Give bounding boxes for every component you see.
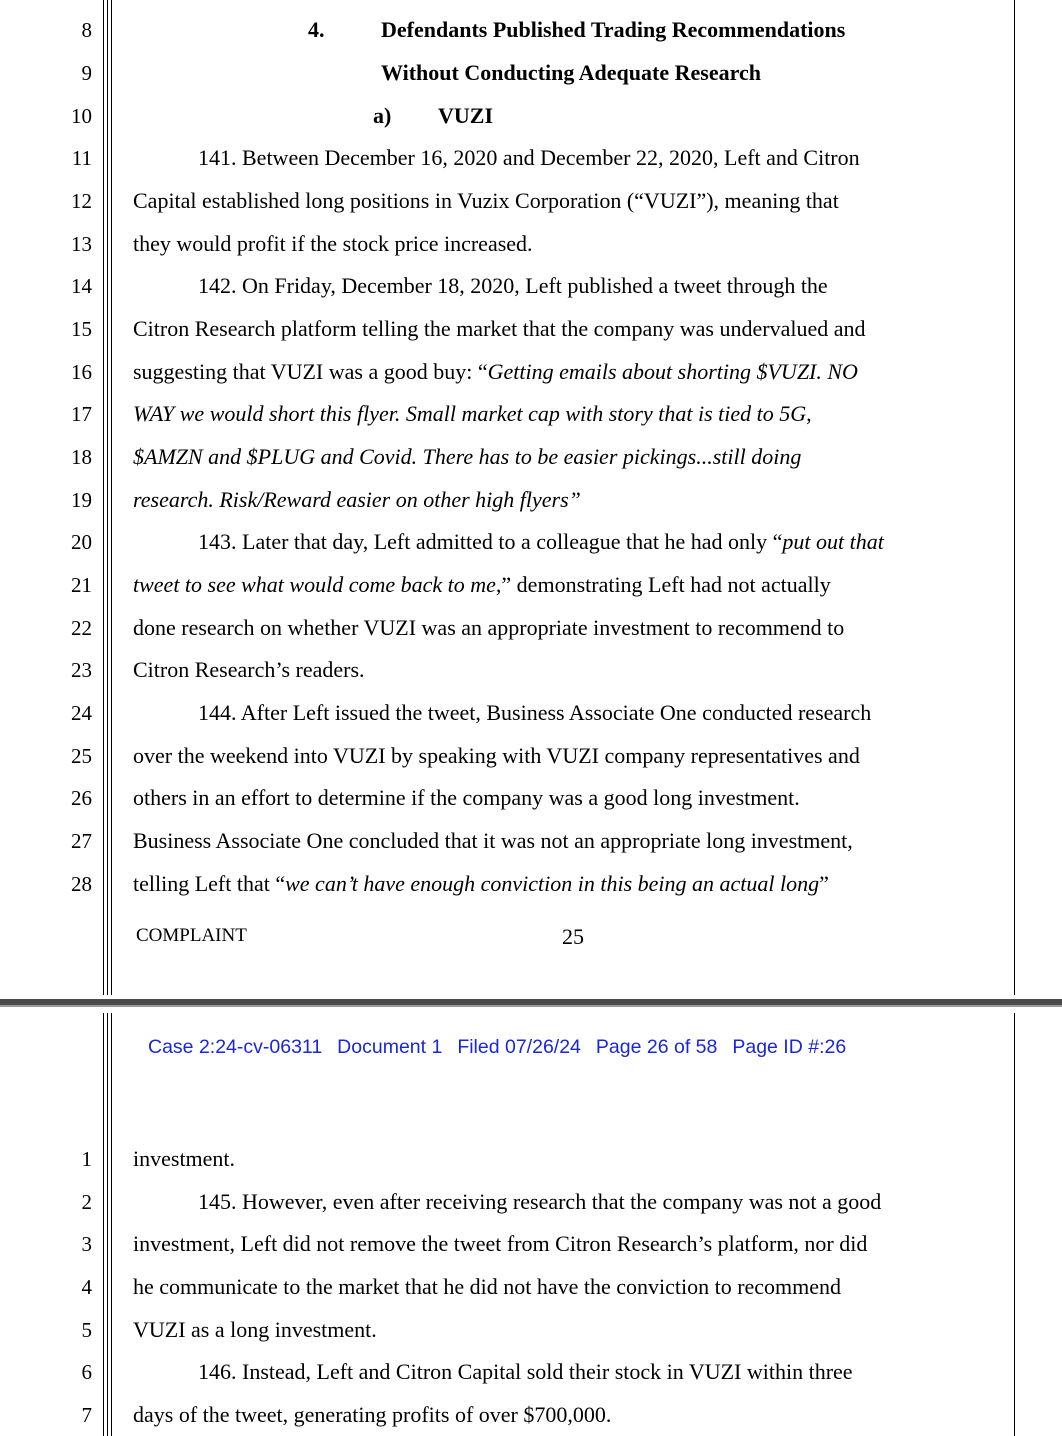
paragraph-145-line-1: 145. However, even after receiving research that the company was not a good	[198, 1189, 882, 1214]
section-number: 4.	[308, 17, 325, 42]
paragraph-144-line-5	[133, 871, 829, 897]
tweet-quote-line-3: $AMZN and $PLUG and Covid. There has to be easier pickings...still doing	[133, 444, 802, 469]
paragraph-141-line-2: Capital established long positions in Vuzix Corporation (“VUZI”), meaning that	[133, 188, 839, 213]
section-heading-line-1: Defendants Published Trading Recommendations	[381, 17, 846, 42]
footer-label: COMPLAINT	[136, 925, 247, 946]
line-number: 1	[81, 1147, 92, 1171]
line-number: 24	[71, 701, 92, 725]
paragraph-142-line-1: 142. On Friday, December 18, 2020, Left published a tweet through the	[198, 273, 828, 298]
page-of-total: Page 26 of 58	[595, 1036, 718, 1058]
paragraph-145-line-3: he communicate to the market that he did not have the conviction to recommend	[133, 1274, 842, 1299]
line-number: 17	[71, 402, 92, 426]
paragraph-144-line-5-plain: telling Left that “	[133, 871, 286, 896]
margin-rule-right	[1014, 0, 1015, 995]
associate-quote: we can’t have enough conviction in this being an actual long	[285, 871, 820, 896]
line-number: 9	[81, 61, 92, 85]
line-number: 25	[71, 744, 92, 768]
associate-quote-close: ”	[819, 871, 829, 896]
paragraph-143-line-1-plain: 143. Later that day, Left admitted to a colleague that he had only “	[198, 529, 783, 554]
paragraph-143-line-3: done research on whether VUZI was an appropriate investment to recommend to	[133, 615, 845, 640]
paragraph-146-line-2: days of the tweet, generating profits of over $700,000.	[133, 1402, 612, 1427]
margin-rule-left-third	[111, 0, 112, 995]
line-number: 22	[71, 616, 92, 640]
line-number: 27	[71, 829, 92, 853]
paragraph-144-line-2: over the weekend into VUZI by speaking with VUZI company representatives and	[133, 743, 860, 768]
paragraph-143-line-2	[133, 572, 831, 598]
margin-rule-right	[1014, 1013, 1015, 1436]
continuation-line: investment.	[133, 1146, 236, 1171]
line-number: 6	[81, 1360, 92, 1384]
colleague-quote-end: tweet to see what would come back to me	[133, 572, 496, 597]
margin-rule-left-inner	[107, 1013, 108, 1436]
margin-rule-left-third	[111, 1013, 112, 1436]
paragraph-141-line-1: 141. Between December 16, 2020 and December 22, 2020, Left and Citron	[198, 145, 860, 170]
line-number: 12	[71, 189, 92, 213]
paragraph-142-line-3	[133, 359, 858, 385]
paragraph-142-line-2: Citron Research platform telling the market that the company was undervalued and	[133, 316, 866, 341]
margin-rule-left-outer	[103, 1013, 104, 1436]
page-separator	[0, 995, 1062, 1013]
paragraph-145-line-4: VUZI as a long investment.	[133, 1317, 377, 1342]
paragraph-143-line-1	[198, 529, 884, 555]
page-separator-shadow	[0, 1005, 1062, 1007]
subsection-letter: a)	[373, 103, 392, 128]
line-number: 28	[71, 872, 92, 896]
paragraph-143-line-2-plain: ,” demonstrating Left had not actually	[495, 572, 831, 597]
line-number: 21	[71, 573, 92, 597]
line-number: 2	[81, 1190, 92, 1214]
page-id: Page ID #:26	[732, 1036, 847, 1058]
line-number: 4	[81, 1275, 92, 1299]
case-number: Case 2:24-cv-06311	[148, 1036, 323, 1058]
filed-date: Filed 07/26/24	[457, 1036, 581, 1058]
line-number: 13	[71, 232, 92, 256]
colleague-quote-start: put out that	[782, 529, 884, 554]
section-heading-line-2: Without Conducting Adequate Research	[381, 60, 761, 85]
tweet-quote-line-2: WAY we would short this flyer. Small market cap with story that is tied to 5G,	[133, 401, 812, 426]
line-number: 14	[71, 274, 92, 298]
paragraph-141-line-3: they would profit if the stock price increased.	[133, 231, 533, 256]
line-number: 7	[81, 1403, 92, 1427]
tweet-quote-start: Getting emails about shorting $VUZI. NO	[487, 359, 858, 384]
line-number: 3	[81, 1232, 92, 1256]
line-number: 15	[71, 317, 92, 341]
tweet-quote-line-4: research. Risk/Reward easier on other high flyers”	[133, 487, 581, 512]
line-number: 20	[71, 530, 92, 554]
subsection-title: VUZI	[438, 103, 494, 128]
paragraph-144-line-3: others in an effort to determine if the company was a good long investment.	[133, 785, 800, 810]
case-header	[148, 1035, 861, 1059]
line-number: 19	[71, 488, 92, 512]
line-number: 16	[71, 360, 92, 384]
line-number: 23	[71, 658, 92, 682]
line-number: 11	[71, 146, 92, 170]
document-number: Document 1	[337, 1036, 443, 1058]
line-number: 26	[71, 786, 92, 810]
paragraph-142-line-3-plain: suggesting that VUZI was a good buy: “	[133, 359, 488, 384]
line-number: 18	[71, 445, 92, 469]
paragraph-143-line-4: Citron Research’s readers.	[133, 657, 365, 682]
paragraph-145-line-2: investment, Left did not remove the tweet from Citron Research’s platform, nor did	[133, 1231, 868, 1256]
complaint-page-26	[0, 1013, 1062, 1436]
paragraph-146-line-1: 146. Instead, Left and Citron Capital sold their stock in VUZI within three	[198, 1359, 853, 1384]
line-number: 10	[71, 104, 92, 128]
paragraph-144-line-4: Business Associate One concluded that it was not an appropriate long investment,	[133, 828, 853, 853]
margin-rule-left-outer	[103, 0, 104, 995]
margin-rule-left-inner	[107, 0, 108, 995]
line-number: 5	[81, 1318, 92, 1342]
footer-page-number: 25	[562, 924, 584, 949]
line-number: 8	[81, 18, 92, 42]
paragraph-144-line-1: 144. After Left issued the tweet, Business Associate One conducted research	[198, 700, 872, 725]
